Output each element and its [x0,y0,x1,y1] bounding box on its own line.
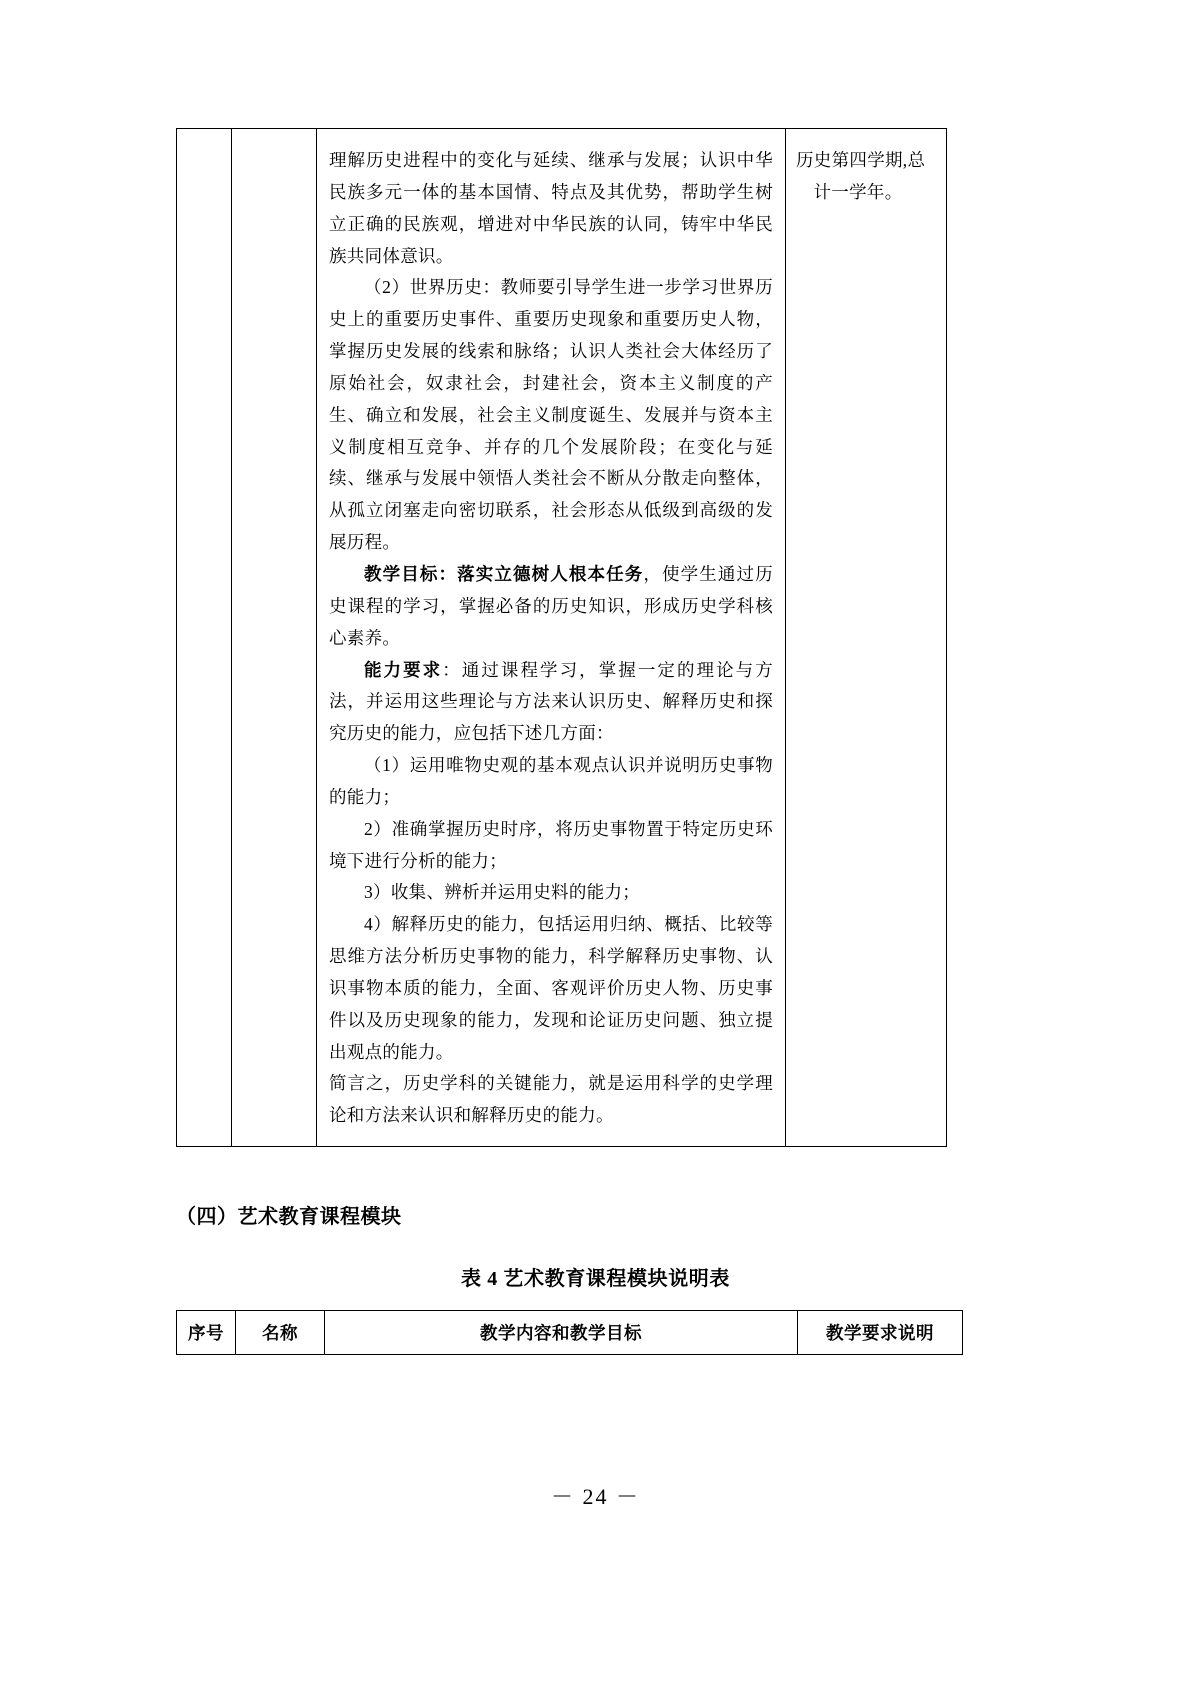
teaching-goal-label: 教学目标：落实立德树人根本任务 [364,563,644,584]
table4-header-name: 名称 [236,1311,325,1355]
cell-sequence [177,129,232,1147]
table4-header-content: 教学内容和教学目标 [325,1311,798,1355]
paragraph-4 [329,655,773,751]
paragraph-6: 2）准确掌握历史时序，将历史事物置于特定历史环境下进行分析的能力； [329,818,773,871]
continued-course-table [176,128,947,1147]
section-heading: （四）艺术教育课程模块 [176,1206,402,1228]
art-education-table [176,1310,963,1355]
requirement-line-1: 历史第四学期,总 [796,150,926,170]
cell-requirement-note [786,129,947,1147]
table4-header-sequence: 序号 [177,1311,236,1355]
ability-requirement-text: ：通过课程学习，掌握一定的理论与方法，并运用这些理论与方法来认识历史、解释历史和探究历史的能力，应包括下述几方面： [329,659,773,744]
paragraph-7: 3）收集、辨析并运用史料的能力； [364,882,641,903]
requirement-line-2: 计一学年。 [813,181,903,202]
table-row [177,129,947,1147]
teaching-content-body [317,129,785,1146]
paragraph-9: 简言之，历史学科的关键能力，就是运用科学的史学理论和方法来认识和解释历史的能力。 [329,1073,773,1126]
ability-requirement-label: 能力要求 [364,659,443,680]
paragraph-2: （2）世界历史：教师要引导学生进一步学习世界历史上的重要历史事件、重要历史现象和重要历史人物，掌握历史发展的线索和脉络；认识人类社会大体经历了原始社会，奴隶社会，封建社会，资本主义制度的产生、确立和发展，社会主义制度诞生、发展并与资本主义制度相互竞争、并存的几个发展阶段；在变化与延续、继承与发展中领悟人类社会不断从分散走向整体，从孤立闭塞走向密切联系，社会形态从低级到高级的发展历程。 [329,277,773,553]
paragraph-1: 理解历史进程中的变化与延续、继承与发展；认识中华民族多元一体的基本国情、特点及其优势，帮助学生树立正确的民族观，增进对中华民族的认同，铸牢中华民族共同体意识。 [329,150,773,266]
table-header-row [177,1311,963,1355]
cell-name [232,129,317,1147]
teaching-goal-text: ，使学生通过历史课程的学习，掌握必备的历史知识，形成历史学科核心素养。 [329,563,773,648]
paragraph-3 [329,559,773,655]
cell-teaching-content [317,129,786,1147]
paragraph-8: 4）解释历史的能力，包括运用归纳、概括、比较等思维方法分析历史事物的能力，科学解释历史事物、认识事物本质的能力，全面、客观评价历史人物、历史事件以及历史现象的能力，发现和论证历史问题、独立提出观点的能力。 [329,914,773,1062]
requirement-note-body [786,129,946,209]
paragraph-5: （1）运用唯物史观的基本观点认识并说明历史事物的能力； [329,755,773,807]
table-caption: 表 4 艺术教育课程模块说明表 [461,1268,730,1290]
page-number: － 24 － [550,1484,640,1509]
table4-header-requirement: 教学要求说明 [798,1311,963,1355]
